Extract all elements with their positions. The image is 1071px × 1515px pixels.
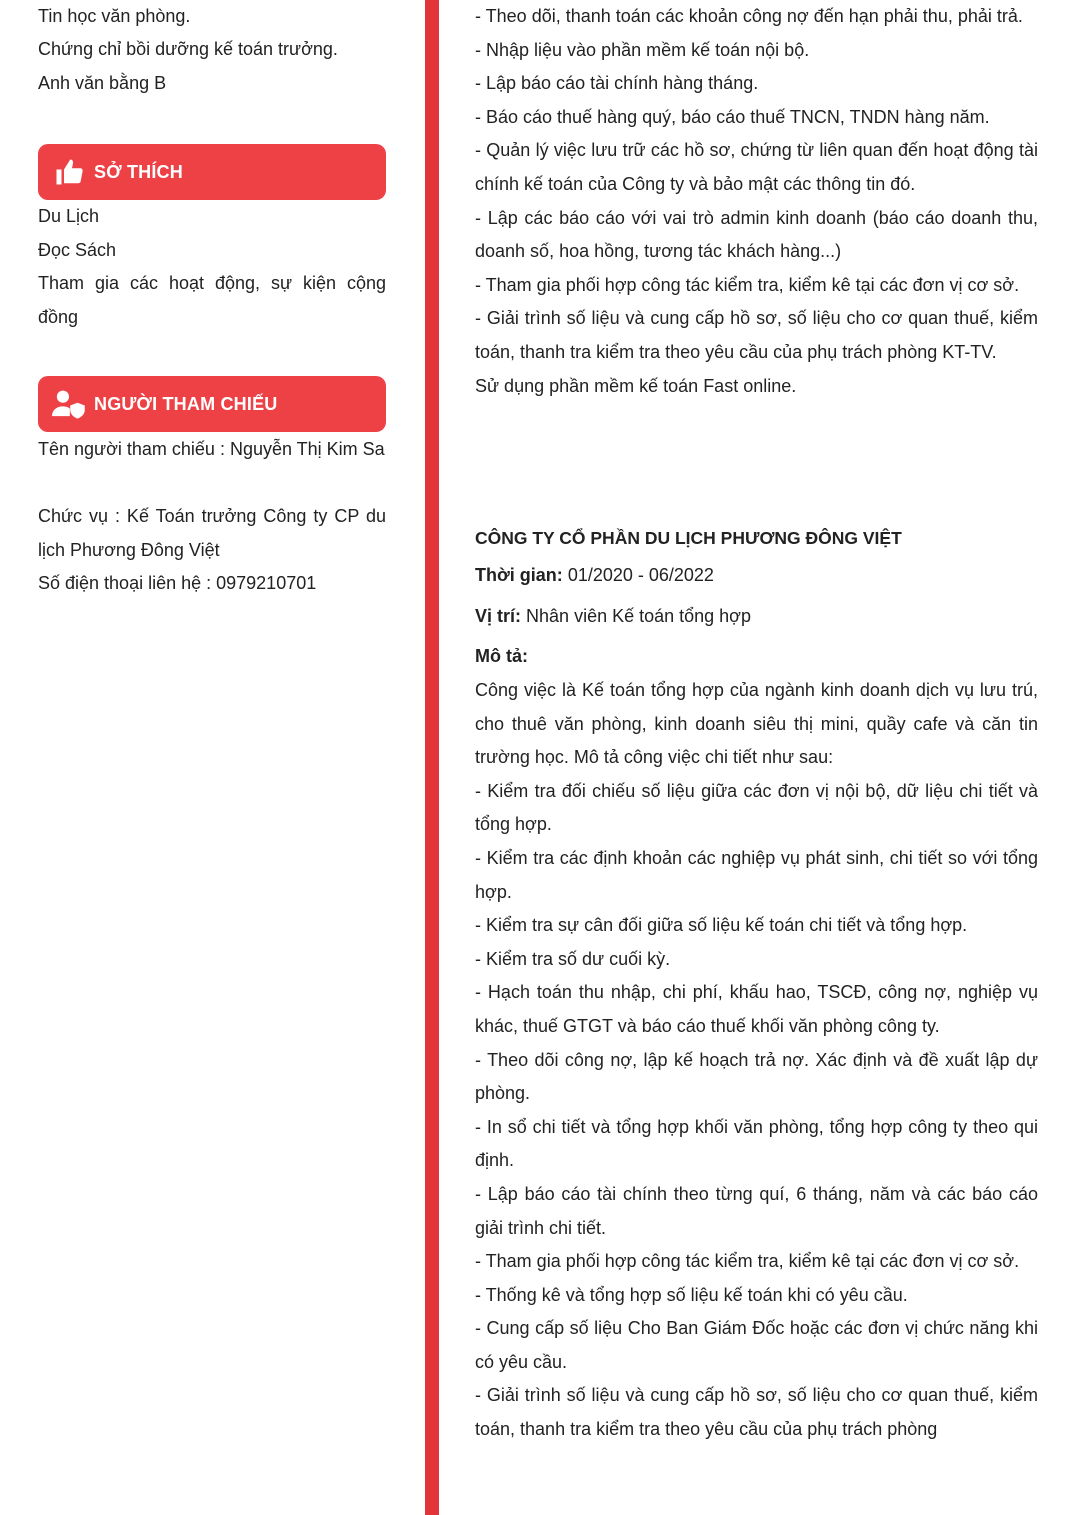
column-divider — [425, 0, 439, 1515]
job-time — [475, 565, 714, 586]
thumbs-up-icon — [52, 155, 86, 189]
reference-position: Chức vụ : Kế Toán trưởng Công ty CP du lịch Phương Đông Việt — [38, 506, 386, 560]
job-position-value: Nhân viên Kế toán tổng hợp — [526, 606, 751, 626]
job-description — [475, 674, 1038, 1447]
hobbies-header — [38, 144, 386, 200]
hobbies-title: SỞ THÍCH — [94, 161, 183, 182]
description-line: - Hạch toán thu nhập, chi phí, khấu hao, TSCĐ, công nợ, nghiệp vụ khác, thuế GTGT và báo cáo thuế khối văn phòng công ty. — [475, 982, 1038, 1036]
duty-line: - Lập các báo cáo với vai trò admin kinh doanh (báo cáo doanh thu, doanh số, hoa hồng, tương tác khách hàng...) — [475, 207, 1038, 262]
description-line: - Tham gia phối hợp công tác kiểm tra, kiểm kê tại các đơn vị cơ sở. — [475, 1251, 1020, 1272]
duty-line: - Lập báo cáo tài chính hàng tháng. — [475, 73, 759, 94]
references-title: NGƯỜI THAM CHIẾU — [94, 393, 278, 414]
skill-line: Chứng chỉ bồi dưỡng kế toán trưởng. — [38, 39, 338, 59]
job-position-label: Vị trí: — [475, 606, 522, 626]
user-shield-icon — [52, 387, 86, 421]
job-time-label: Thời gian: — [475, 565, 563, 585]
description-line: - In sổ chi tiết và tổng hợp khối văn phòng, tổng hợp công ty theo qui định. — [475, 1116, 1038, 1171]
reference-name: Tên người tham chiếu : Nguyễn Thị Kim Sa — [38, 439, 385, 459]
duty-line: - Giải trình số liệu và cung cấp hồ sơ, số liệu cho cơ quan thuế, kiểm toán, thanh tra kiểm tra theo yêu cầu của phụ trách phòng KT-TV. — [475, 308, 1038, 362]
duty-line: - Nhập liệu vào phần mềm kế toán nội bộ. — [475, 39, 810, 60]
description-line: - Thống kê và tổng hợp số liệu kế toán khi có yêu cầu. — [475, 1284, 908, 1305]
hobby-item: Đọc Sách — [38, 240, 117, 260]
hobby-item: Tham gia các hoạt động, sự kiện cộng đồng — [38, 273, 386, 327]
skill-line: Anh văn bằng B — [38, 73, 167, 93]
description-line: - Kiểm tra số dư cuối kỳ. — [475, 948, 671, 969]
description-line: - Theo dõi công nợ, lập kế hoạch trả nợ. Xác định và đề xuất lập dự phòng. — [475, 1049, 1038, 1104]
description-line: - Cung cấp số liệu Cho Ban Giám Đốc hoặc các đơn vị chức năng khi có yêu cầu. — [475, 1318, 1038, 1372]
duty-line: - Theo dõi, thanh toán các khoản công nợ đến hạn phải thu, phải trả. — [475, 6, 1023, 26]
job-time-value: 01/2020 - 06/2022 — [567, 565, 714, 585]
company-name: CÔNG TY CỔ PHẦN DU LỊCH PHƯƠNG ĐÔNG VIỆT — [475, 528, 902, 548]
previous-job-duties — [475, 0, 1038, 403]
description-line: - Giải trình số liệu và cung cấp hồ sơ, số liệu cho cơ quan thuế, kiểm toán, thanh tra kiểm tra theo yêu cầu của phụ trách phòng — [475, 1385, 1038, 1440]
duty-line: - Quản lý việc lưu trữ các hồ sơ, chứng từ liên quan đến hoạt động tài chính kế toán của Công ty và bảo mật các thông tin đó. — [475, 140, 1038, 194]
hobby-item: Du Lịch — [38, 206, 100, 226]
job-description-label: Mô tả: — [475, 646, 528, 666]
references-header — [38, 376, 386, 432]
job-position — [475, 606, 751, 627]
description-line: - Kiểm tra sự cân đối giữa số liệu kế toán chi tiết và tổng hợp. — [475, 915, 968, 936]
duty-line: - Báo cáo thuế hàng quý, báo cáo thuế TNCN, TNDN hàng năm. — [475, 106, 990, 127]
description-line: Công việc là Kế toán tổng hợp của ngành kinh doanh dịch vụ lưu trú, cho thuê văn phòng, kinh doanh siêu thị mini, quầy cafe và căn tin trường học. Mô tả công việc chi tiết như sau: — [475, 680, 1038, 768]
reference-phone: Số điện thoại liên hệ : 0979210701 — [38, 573, 317, 593]
description-line: - Lập báo cáo tài chính theo từng quí, 6 tháng, năm và các báo cáo giải trình chi tiết. — [475, 1183, 1038, 1238]
description-line: - Kiểm tra các định khoản các nghiệp vụ phát sinh, chi tiết so với tổng hợp. — [475, 847, 1038, 902]
description-line: - Kiểm tra đối chiếu số liệu giữa các đơn vị nội bộ, dữ liệu chi tiết và tổng hợp. — [475, 780, 1038, 835]
skill-line: Tin học văn phòng. — [38, 6, 191, 26]
duty-line: - Tham gia phối hợp công tác kiểm tra, kiểm kê tại các đơn vị cơ sở. — [475, 274, 1020, 295]
duty-line: Sử dụng phần mềm kế toán Fast online. — [475, 375, 797, 396]
